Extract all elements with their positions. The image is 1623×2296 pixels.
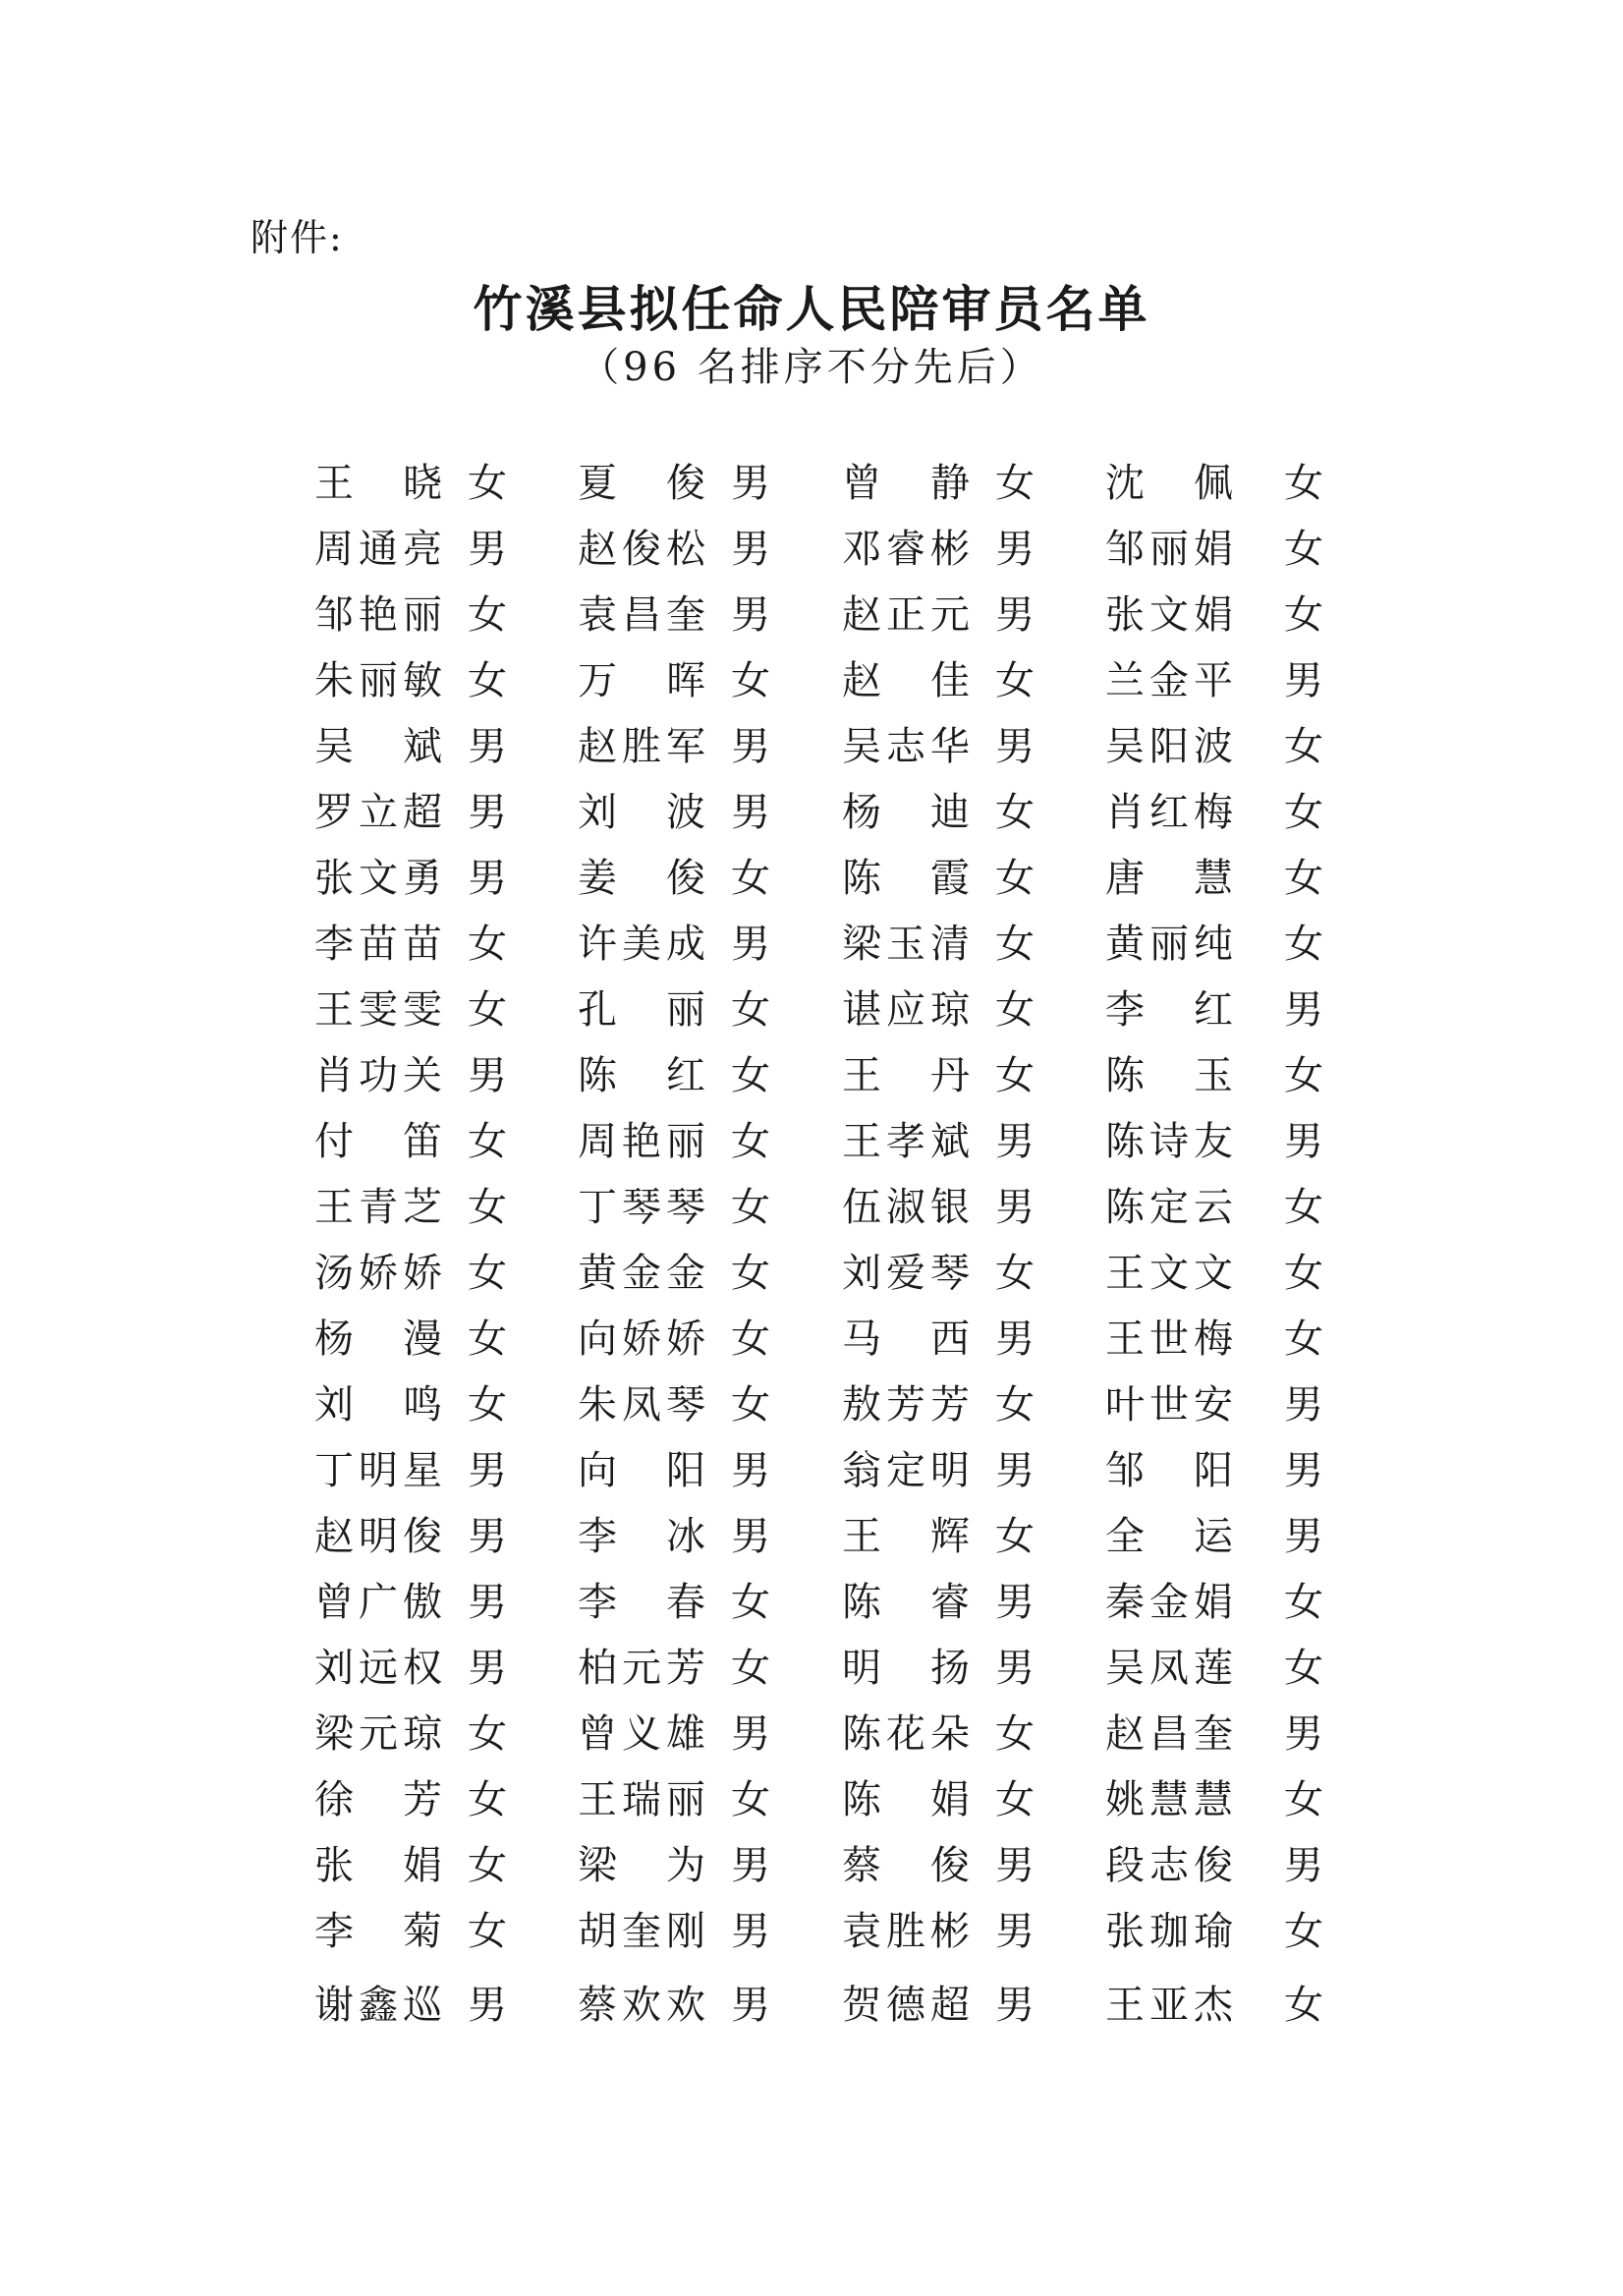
juror-name: 王 孝 斌 (842, 1119, 970, 1164)
juror-gender: 女 (995, 1777, 1035, 1822)
juror-name: 万 晖 (578, 658, 705, 703)
juror-name: 敖 芳 芳 (842, 1382, 970, 1428)
document-title: 竹溪县拟任命人民陪审员名单 (473, 280, 1150, 338)
juror-roster (0, 454, 1623, 2041)
roster-row (0, 849, 1623, 915)
juror-name: 陈 娟 (842, 1777, 970, 1822)
juror-name: 赵 胜 军 (578, 724, 705, 769)
juror-gender: 女 (731, 856, 770, 901)
juror-gender: 男 (1284, 1514, 1323, 1559)
juror-name: 朱 丽 敏 (314, 658, 442, 703)
juror-gender: 男 (1284, 1382, 1323, 1428)
roster-row (0, 1836, 1623, 1902)
juror-name: 朱 凤 琴 (578, 1382, 705, 1428)
juror-gender: 男 (731, 724, 770, 769)
roster-row (0, 1770, 1623, 1836)
juror-name: 张 文 勇 (314, 856, 442, 901)
juror-name: 马 西 (842, 1316, 970, 1362)
juror-name: 刘 爱 琴 (842, 1251, 970, 1296)
juror-gender: 女 (468, 1909, 507, 1954)
juror-gender: 男 (1284, 987, 1323, 1033)
juror-gender: 男 (731, 1983, 770, 2028)
roster-row (0, 1178, 1623, 1244)
juror-name: 翁 定 明 (842, 1448, 970, 1493)
juror-name: 曾 广 傲 (314, 1580, 442, 1625)
juror-gender: 女 (468, 1119, 507, 1164)
juror-name: 明 扬 (842, 1646, 970, 1691)
juror-name: 陈 红 (578, 1053, 705, 1098)
juror-name: 曾 义 雄 (578, 1711, 705, 1757)
roster-row (0, 915, 1623, 980)
juror-name: 李 春 (578, 1580, 705, 1625)
juror-gender: 女 (731, 1646, 770, 1691)
juror-name: 胡 奎 刚 (578, 1909, 705, 1954)
juror-name: 徐 芳 (314, 1777, 442, 1822)
juror-name: 赵 明 俊 (314, 1514, 442, 1559)
roster-row (0, 1573, 1623, 1639)
juror-name: 邓 睿 彬 (842, 527, 970, 572)
juror-name: 沈 佩 (1105, 461, 1233, 506)
juror-gender: 男 (731, 1514, 770, 1559)
juror-name: 李 冰 (578, 1514, 705, 1559)
roster-row (0, 1310, 1623, 1375)
juror-gender: 男 (468, 1646, 507, 1691)
juror-gender: 女 (995, 1711, 1035, 1757)
juror-gender: 男 (995, 1185, 1035, 1230)
juror-name: 王 文 文 (1105, 1251, 1233, 1296)
juror-name: 陈 定 云 (1105, 1185, 1233, 1230)
juror-name: 唐 慧 (1105, 856, 1233, 901)
juror-gender: 男 (995, 1316, 1035, 1362)
juror-name: 黄 金 金 (578, 1251, 705, 1296)
juror-gender: 女 (1284, 1251, 1323, 1296)
juror-name: 王 辉 (842, 1514, 970, 1559)
document-subtitle: （96 名排序不分先后） (580, 345, 1043, 390)
juror-name: 刘 鸣 (314, 1382, 442, 1428)
juror-gender: 女 (995, 1053, 1035, 1098)
juror-name: 夏 俊 (578, 461, 705, 506)
juror-name: 谌 应 琼 (842, 987, 970, 1033)
juror-gender: 女 (731, 987, 770, 1033)
juror-name: 谢 鑫 巡 (314, 1983, 442, 2028)
roster-row (0, 520, 1623, 586)
roster-row (0, 1046, 1623, 1112)
juror-name: 付 笛 (314, 1119, 442, 1164)
roster-row (0, 717, 1623, 783)
juror-name: 王 丹 (842, 1053, 970, 1098)
roster-row (0, 1639, 1623, 1705)
juror-name: 孔 丽 (578, 987, 705, 1033)
juror-name: 全 运 (1105, 1514, 1233, 1559)
juror-gender: 女 (468, 592, 507, 638)
juror-gender: 女 (995, 856, 1035, 901)
juror-gender: 女 (468, 1711, 507, 1757)
juror-gender: 男 (468, 1580, 507, 1625)
roster-row (0, 783, 1623, 849)
juror-name: 王 青 芝 (314, 1185, 442, 1230)
juror-name: 李 菊 (314, 1909, 442, 1954)
juror-gender: 男 (468, 790, 507, 835)
roster-row (0, 651, 1623, 717)
juror-gender: 男 (468, 1983, 507, 2028)
juror-name: 梁 为 (578, 1843, 705, 1888)
juror-gender: 男 (1284, 658, 1323, 703)
juror-name: 向 娇 娇 (578, 1316, 705, 1362)
juror-gender: 男 (995, 1843, 1035, 1888)
juror-gender: 女 (468, 1316, 507, 1362)
juror-gender: 女 (1284, 922, 1323, 967)
juror-gender: 男 (995, 724, 1035, 769)
juror-gender: 女 (731, 1316, 770, 1362)
juror-gender: 男 (1284, 1843, 1323, 1888)
juror-gender: 男 (995, 527, 1035, 572)
juror-gender: 女 (731, 658, 770, 703)
juror-name: 袁 胜 彬 (842, 1909, 970, 1954)
juror-name: 蔡 俊 (842, 1843, 970, 1888)
juror-name: 杨 漫 (314, 1316, 442, 1362)
juror-gender: 男 (731, 790, 770, 835)
juror-gender: 男 (731, 1843, 770, 1888)
juror-name: 袁 昌 奎 (578, 592, 705, 638)
roster-row (0, 1902, 1623, 1968)
juror-name: 曾 静 (842, 461, 970, 506)
juror-gender: 男 (468, 856, 507, 901)
juror-gender: 男 (731, 1448, 770, 1493)
juror-gender: 男 (731, 461, 770, 506)
juror-gender: 女 (1284, 1777, 1323, 1822)
juror-name: 邹 阳 (1105, 1448, 1233, 1493)
juror-name: 肖 功 关 (314, 1053, 442, 1098)
juror-name: 周 通 亮 (314, 527, 442, 572)
juror-name: 赵 正 元 (842, 592, 970, 638)
juror-name: 赵 佳 (842, 658, 970, 703)
juror-gender: 女 (468, 987, 507, 1033)
juror-gender: 男 (995, 1909, 1035, 1954)
juror-name: 王 世 梅 (1105, 1316, 1233, 1362)
juror-name: 赵 昌 奎 (1105, 1711, 1233, 1757)
juror-gender: 男 (1284, 1119, 1323, 1164)
juror-name: 陈 睿 (842, 1580, 970, 1625)
juror-gender: 女 (1284, 1646, 1323, 1691)
juror-name: 吴 凤 莲 (1105, 1646, 1233, 1691)
juror-gender: 女 (1284, 1185, 1323, 1230)
juror-name: 柏 元 芳 (578, 1646, 705, 1691)
juror-gender: 女 (731, 1251, 770, 1296)
juror-gender: 女 (995, 658, 1035, 703)
juror-gender: 男 (468, 1053, 507, 1098)
juror-name: 黄 丽 纯 (1105, 922, 1233, 967)
juror-name: 陈 诗 友 (1105, 1119, 1233, 1164)
juror-gender: 女 (468, 1185, 507, 1230)
juror-name: 丁 琴 琴 (578, 1185, 705, 1230)
juror-gender: 男 (995, 1119, 1035, 1164)
attachment-label: 附件: (251, 216, 344, 259)
juror-name: 向 阳 (578, 1448, 705, 1493)
juror-gender: 女 (1284, 856, 1323, 901)
juror-gender: 女 (1284, 1909, 1323, 1954)
juror-gender: 男 (995, 1983, 1035, 2028)
juror-gender: 女 (468, 658, 507, 703)
juror-name: 吴 斌 (314, 724, 442, 769)
juror-gender: 男 (731, 922, 770, 967)
juror-gender: 女 (731, 1119, 770, 1164)
juror-name: 吴 志 华 (842, 724, 970, 769)
juror-gender: 女 (995, 987, 1035, 1033)
juror-name: 姜 俊 (578, 856, 705, 901)
juror-gender: 女 (468, 1251, 507, 1296)
juror-gender: 女 (1284, 1053, 1323, 1098)
juror-gender: 女 (731, 1777, 770, 1822)
juror-name: 肖 红 梅 (1105, 790, 1233, 835)
juror-name: 邹 艳 丽 (314, 592, 442, 638)
juror-gender: 女 (731, 1185, 770, 1230)
juror-name: 陈 花 朵 (842, 1711, 970, 1757)
juror-name: 贺 德 超 (842, 1983, 970, 2028)
juror-gender: 男 (468, 1514, 507, 1559)
juror-gender: 男 (995, 1580, 1035, 1625)
roster-row (0, 980, 1623, 1046)
juror-gender: 男 (1284, 1711, 1323, 1757)
juror-name: 王 瑞 丽 (578, 1777, 705, 1822)
juror-gender: 女 (1284, 724, 1323, 769)
juror-name: 吴 阳 波 (1105, 724, 1233, 769)
juror-name: 张 珈 瑜 (1105, 1909, 1233, 1954)
juror-gender: 男 (731, 592, 770, 638)
roster-row (0, 1507, 1623, 1573)
juror-gender: 女 (468, 1382, 507, 1428)
juror-name: 刘 远 权 (314, 1646, 442, 1691)
juror-gender: 女 (1284, 592, 1323, 638)
juror-name: 伍 淑 银 (842, 1185, 970, 1230)
juror-gender: 女 (468, 922, 507, 967)
juror-gender: 男 (468, 724, 507, 769)
juror-name: 王 晓 (314, 461, 442, 506)
juror-gender: 女 (1284, 790, 1323, 835)
juror-gender: 女 (468, 461, 507, 506)
juror-name: 梁 元 琼 (314, 1711, 442, 1757)
roster-row (0, 586, 1623, 651)
juror-gender: 女 (995, 790, 1035, 835)
juror-name: 李 红 (1105, 987, 1233, 1033)
juror-name: 杨 迪 (842, 790, 970, 835)
juror-name: 邹 丽 娟 (1105, 527, 1233, 572)
roster-row (0, 1441, 1623, 1507)
roster-row (0, 1375, 1623, 1441)
juror-gender: 女 (731, 1580, 770, 1625)
juror-name: 赵 俊 松 (578, 527, 705, 572)
roster-row (0, 1244, 1623, 1310)
juror-name: 王 雯 雯 (314, 987, 442, 1033)
juror-gender: 女 (995, 461, 1035, 506)
juror-name: 汤 娇 娇 (314, 1251, 442, 1296)
juror-gender: 男 (995, 592, 1035, 638)
juror-name: 段 志 俊 (1105, 1843, 1233, 1888)
juror-gender: 男 (995, 1448, 1035, 1493)
juror-gender: 女 (1284, 1983, 1323, 2028)
juror-name: 周 艳 丽 (578, 1119, 705, 1164)
roster-row (0, 454, 1623, 520)
juror-gender: 女 (1284, 461, 1323, 506)
juror-gender: 男 (468, 527, 507, 572)
juror-name: 丁 明 星 (314, 1448, 442, 1493)
juror-name: 兰 金 平 (1105, 658, 1233, 703)
juror-name: 张 文 娟 (1105, 592, 1233, 638)
juror-gender: 男 (1284, 1448, 1323, 1493)
juror-name: 陈 霞 (842, 856, 970, 901)
juror-gender: 女 (468, 1777, 507, 1822)
juror-name: 王 亚 杰 (1105, 1983, 1233, 2028)
juror-gender: 男 (731, 1711, 770, 1757)
roster-row (0, 1705, 1623, 1770)
juror-name: 张 娟 (314, 1843, 442, 1888)
juror-gender: 男 (731, 527, 770, 572)
juror-name: 姚 慧 慧 (1105, 1777, 1233, 1822)
juror-name: 叶 世 安 (1105, 1382, 1233, 1428)
juror-gender: 男 (731, 1909, 770, 1954)
juror-gender: 男 (468, 1448, 507, 1493)
juror-name: 李 苗 苗 (314, 922, 442, 967)
juror-gender: 女 (731, 1053, 770, 1098)
juror-gender: 女 (1284, 1580, 1323, 1625)
juror-gender: 女 (1284, 527, 1323, 572)
juror-name: 刘 波 (578, 790, 705, 835)
juror-gender: 男 (995, 1646, 1035, 1691)
juror-gender: 女 (1284, 1316, 1323, 1362)
juror-name: 蔡 欢 欢 (578, 1983, 705, 2028)
juror-gender: 女 (995, 1382, 1035, 1428)
juror-name: 陈 玉 (1105, 1053, 1233, 1098)
juror-gender: 女 (731, 1382, 770, 1428)
juror-gender: 女 (995, 922, 1035, 967)
roster-row (0, 1112, 1623, 1178)
juror-gender: 女 (995, 1251, 1035, 1296)
juror-gender: 女 (468, 1843, 507, 1888)
roster-row (0, 1968, 1623, 2041)
juror-name: 罗 立 超 (314, 790, 442, 835)
juror-name: 梁 玉 清 (842, 922, 970, 967)
juror-name: 秦 金 娟 (1105, 1580, 1233, 1625)
juror-gender: 女 (995, 1514, 1035, 1559)
juror-name: 许 美 成 (578, 922, 705, 967)
